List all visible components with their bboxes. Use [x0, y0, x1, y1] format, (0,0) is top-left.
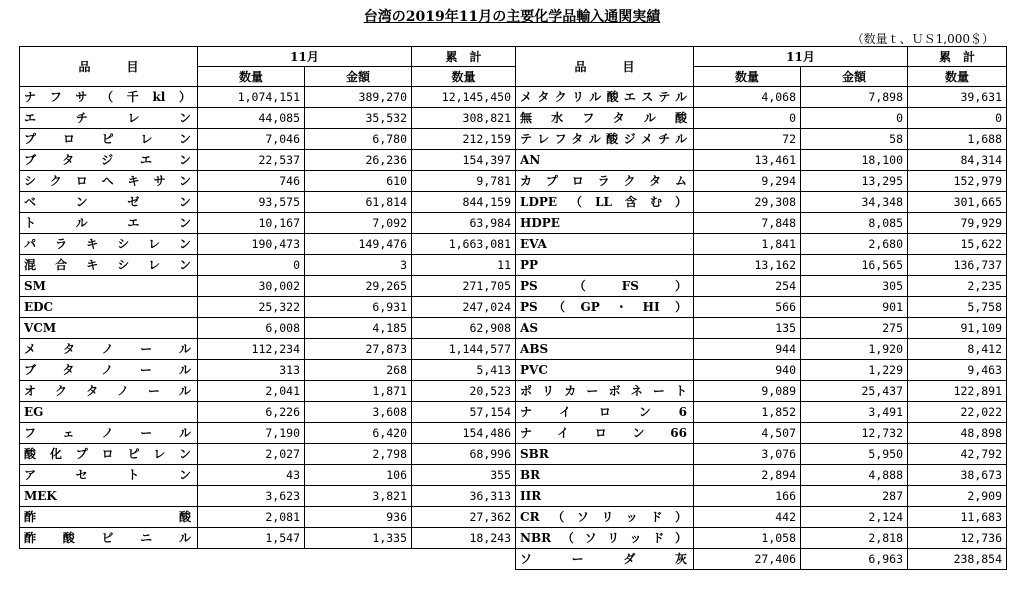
- table-row: [20, 213, 1007, 234]
- right-qty-cell: 4,068: [694, 87, 801, 108]
- right-amt-cell: 305: [801, 276, 908, 297]
- table-row: [20, 129, 1007, 150]
- table-row: [20, 87, 1007, 108]
- left-qty-cell: 7,190: [198, 423, 305, 444]
- right-amt-cell: 12,732: [801, 423, 908, 444]
- right-cum-cell: 152,979: [908, 171, 1007, 192]
- unit-note: （数量ｔ、ＵＳ1,000＄）: [851, 32, 994, 46]
- left-amt-cell: 26,236: [305, 150, 412, 171]
- left-cum-cell: 5,413: [412, 360, 516, 381]
- right-amt-cell: 901: [801, 297, 908, 318]
- left-name-cell: ベンゼン: [20, 192, 198, 213]
- right-name-cell: AN: [516, 150, 694, 171]
- left-amt-cell: 1,335: [305, 528, 412, 549]
- left-amt-cell: 1,871: [305, 381, 412, 402]
- left-name-cell: シクロヘキサン: [20, 171, 198, 192]
- right-qty-cell: 13,461: [694, 150, 801, 171]
- table-row: [20, 192, 1007, 213]
- left-cum-cell: 271,705: [412, 276, 516, 297]
- right-amt-cell: 1,920: [801, 339, 908, 360]
- right-cum-cell: 42,792: [908, 444, 1007, 465]
- left-amt-cell: 4,185: [305, 318, 412, 339]
- right-amt-cell: 58: [801, 129, 908, 150]
- left-cum-qty-header: 数量: [412, 67, 516, 87]
- left-name-cell: ブタノール: [20, 360, 198, 381]
- left-qty-cell: 746: [198, 171, 305, 192]
- right-name-cell: ソーダ灰: [516, 549, 694, 570]
- left-qty-cell: 2,027: [198, 444, 305, 465]
- right-qty-cell: 944: [694, 339, 801, 360]
- left-qty-cell: 6,008: [198, 318, 305, 339]
- right-qty-cell: 13,162: [694, 255, 801, 276]
- right-name-cell: PVC: [516, 360, 694, 381]
- left-qty-cell: 313: [198, 360, 305, 381]
- left-name-cell: トルエン: [20, 213, 198, 234]
- right-qty-cell: 7,848: [694, 213, 801, 234]
- right-amt-cell: 2,680: [801, 234, 908, 255]
- right-amt-cell: 1,229: [801, 360, 908, 381]
- right-qty-cell: 1,852: [694, 402, 801, 423]
- right-qty-cell: 27,406: [694, 549, 801, 570]
- right-amt-cell: 6,963: [801, 549, 908, 570]
- right-amt-cell: 0: [801, 108, 908, 129]
- left-qty-cell: 25,322: [198, 297, 305, 318]
- right-name-cell: ナイロン6: [516, 402, 694, 423]
- left-amt-cell: 610: [305, 171, 412, 192]
- left-name-cell: プロピレン: [20, 129, 198, 150]
- right-amt-cell: 3,491: [801, 402, 908, 423]
- right-cum-cell: 122,891: [908, 381, 1007, 402]
- left-qty-cell: 30,002: [198, 276, 305, 297]
- right-cum-cell: 39,631: [908, 87, 1007, 108]
- right-qty-cell: 254: [694, 276, 801, 297]
- left-name-cell: パラキシレン: [20, 234, 198, 255]
- table-row: [20, 171, 1007, 192]
- left-qty-cell: 3,623: [198, 486, 305, 507]
- right-amt-cell: 7,898: [801, 87, 908, 108]
- right-qty-cell: 72: [694, 129, 801, 150]
- right-cum-cell: 1,688: [908, 129, 1007, 150]
- left-qty-cell: 1,547: [198, 528, 305, 549]
- table-row: [20, 507, 1007, 528]
- left-name-cell: 酢酸ビニル: [20, 528, 198, 549]
- right-name-cell: ナイロン66: [516, 423, 694, 444]
- left-cum-cell: 27,362: [412, 507, 516, 528]
- right-qty-cell: 2,894: [694, 465, 801, 486]
- right-qty-cell: 940: [694, 360, 801, 381]
- left-cum-cell: 68,996: [412, 444, 516, 465]
- left-name-cell: エチレン: [20, 108, 198, 129]
- right-qty-cell: 135: [694, 318, 801, 339]
- right-name-cell: PS（FS）: [516, 276, 694, 297]
- left-cum-cell: 20,523: [412, 381, 516, 402]
- left-empty-cell: [305, 549, 412, 570]
- right-name-cell: AS: [516, 318, 694, 339]
- left-qty-cell: 7,046: [198, 129, 305, 150]
- right-amt-cell: 2,818: [801, 528, 908, 549]
- left-amt-cell: 6,931: [305, 297, 412, 318]
- left-cum-cell: 9,781: [412, 171, 516, 192]
- left-amt-cell: 2,798: [305, 444, 412, 465]
- right-cum-cell: 91,109: [908, 318, 1007, 339]
- right-qty-cell: 3,076: [694, 444, 801, 465]
- right-name-cell: NBR（ソリッド）: [516, 528, 694, 549]
- left-amt-cell: 3: [305, 255, 412, 276]
- right-qty-cell: 9,294: [694, 171, 801, 192]
- right-qty-cell: 1,058: [694, 528, 801, 549]
- left-amt-cell: 35,532: [305, 108, 412, 129]
- left-cum-cell: 1,663,081: [412, 234, 516, 255]
- header-row-1: [20, 47, 1007, 67]
- left-name-cell: SM: [20, 276, 198, 297]
- right-cum-cell: 22,022: [908, 402, 1007, 423]
- right-qty-cell: 9,089: [694, 381, 801, 402]
- right-cum-cell: 136,737: [908, 255, 1007, 276]
- left-qty-cell: 43: [198, 465, 305, 486]
- right-cum-cell: 2,235: [908, 276, 1007, 297]
- left-qty-cell: 93,575: [198, 192, 305, 213]
- right-cum-cell: 15,622: [908, 234, 1007, 255]
- right-cum-cell: 11,683: [908, 507, 1007, 528]
- left-cum-cell: 154,486: [412, 423, 516, 444]
- left-month-header: 11月: [198, 47, 412, 67]
- left-name-cell: VCM: [20, 318, 198, 339]
- right-cum-cell: 48,898: [908, 423, 1007, 444]
- left-amt-cell: 149,476: [305, 234, 412, 255]
- left-amt-header: 金額: [305, 67, 412, 87]
- table-row: [20, 297, 1007, 318]
- right-name-cell: テレフタル酸ジメチル: [516, 129, 694, 150]
- left-amt-cell: 389,270: [305, 87, 412, 108]
- left-cum-cell: 844,159: [412, 192, 516, 213]
- left-cum-cell: 18,243: [412, 528, 516, 549]
- left-qty-cell: 44,085: [198, 108, 305, 129]
- right-qty-cell: 442: [694, 507, 801, 528]
- right-amt-header: 金額: [801, 67, 908, 87]
- left-cum-cell: 154,397: [412, 150, 516, 171]
- right-amt-cell: 287: [801, 486, 908, 507]
- left-cum-cell: 308,821: [412, 108, 516, 129]
- left-cum-cell: 11: [412, 255, 516, 276]
- left-amt-cell: 61,814: [305, 192, 412, 213]
- right-item-header: 品 目: [516, 47, 694, 87]
- left-empty-cell: [20, 549, 198, 570]
- table-row: [20, 234, 1007, 255]
- right-name-cell: CR（ソリッド）: [516, 507, 694, 528]
- right-name-cell: ポリカーボネート: [516, 381, 694, 402]
- left-cum-cell: 212,159: [412, 129, 516, 150]
- table-row: [20, 360, 1007, 381]
- right-amt-cell: 16,565: [801, 255, 908, 276]
- right-name-cell: PP: [516, 255, 694, 276]
- left-amt-cell: 106: [305, 465, 412, 486]
- left-amt-cell: 268: [305, 360, 412, 381]
- right-qty-cell: 166: [694, 486, 801, 507]
- table-row: [20, 318, 1007, 339]
- left-amt-cell: 6,420: [305, 423, 412, 444]
- left-item-header: 品 目: [20, 47, 198, 87]
- right-amt-cell: 18,100: [801, 150, 908, 171]
- right-name-cell: IIR: [516, 486, 694, 507]
- right-amt-cell: 2,124: [801, 507, 908, 528]
- left-name-cell: フェノール: [20, 423, 198, 444]
- table-row: [20, 276, 1007, 297]
- left-name-cell: 酢酸: [20, 507, 198, 528]
- title-text: 台湾の2019年11月の主要化学品輸入通関実績: [363, 9, 661, 25]
- left-qty-cell: 190,473: [198, 234, 305, 255]
- right-name-cell: BR: [516, 465, 694, 486]
- right-cum-cell: 5,758: [908, 297, 1007, 318]
- left-amt-cell: 6,780: [305, 129, 412, 150]
- right-cum-cell: 9,463: [908, 360, 1007, 381]
- left-name-cell: メタノール: [20, 339, 198, 360]
- left-cum-cell: 36,313: [412, 486, 516, 507]
- left-cumulative-header: 累 計: [412, 47, 516, 67]
- left-name-cell: ナフサ（千kl）: [20, 87, 198, 108]
- table-row: [20, 486, 1007, 507]
- left-empty-cell: [412, 549, 516, 570]
- right-amt-cell: 25,437: [801, 381, 908, 402]
- right-qty-cell: 4,507: [694, 423, 801, 444]
- table-row: [20, 444, 1007, 465]
- right-name-cell: 無水フタル酸: [516, 108, 694, 129]
- right-cumulative-header: 累 計: [908, 47, 1007, 67]
- right-cum-qty-header: 数量: [908, 67, 1007, 87]
- left-qty-cell: 2,041: [198, 381, 305, 402]
- right-amt-cell: 13,295: [801, 171, 908, 192]
- left-amt-cell: 29,265: [305, 276, 412, 297]
- left-name-cell: EDC: [20, 297, 198, 318]
- right-amt-cell: 275: [801, 318, 908, 339]
- right-cum-cell: 301,665: [908, 192, 1007, 213]
- right-name-cell: EVA: [516, 234, 694, 255]
- table-row: [20, 528, 1007, 549]
- left-name-cell: 混合キシレン: [20, 255, 198, 276]
- page-title: [0, 6, 1024, 26]
- right-cum-cell: 79,929: [908, 213, 1007, 234]
- left-empty-cell: [198, 549, 305, 570]
- right-qty-cell: 566: [694, 297, 801, 318]
- left-amt-cell: 3,608: [305, 402, 412, 423]
- left-qty-cell: 112,234: [198, 339, 305, 360]
- table-row: [20, 402, 1007, 423]
- right-name-cell: HDPE: [516, 213, 694, 234]
- left-cum-cell: 57,154: [412, 402, 516, 423]
- right-amt-cell: 34,348: [801, 192, 908, 213]
- right-qty-header: 数量: [694, 67, 801, 87]
- right-month-header: 11月: [694, 47, 908, 67]
- right-qty-cell: 0: [694, 108, 801, 129]
- right-qty-cell: 29,308: [694, 192, 801, 213]
- table-row: [20, 549, 1007, 570]
- left-name-cell: アセトン: [20, 465, 198, 486]
- left-qty-cell: 10,167: [198, 213, 305, 234]
- left-amt-cell: 7,092: [305, 213, 412, 234]
- left-qty-header: 数量: [198, 67, 305, 87]
- left-cum-cell: 12,145,450: [412, 87, 516, 108]
- left-cum-cell: 1,144,577: [412, 339, 516, 360]
- table-body: [20, 87, 1007, 570]
- left-amt-cell: 3,821: [305, 486, 412, 507]
- right-name-cell: カプロラクタム: [516, 171, 694, 192]
- right-name-cell: LDPE（LL含む）: [516, 192, 694, 213]
- right-amt-cell: 4,888: [801, 465, 908, 486]
- right-cum-cell: 8,412: [908, 339, 1007, 360]
- left-qty-cell: 1,074,151: [198, 87, 305, 108]
- left-name-cell: オクタノール: [20, 381, 198, 402]
- left-amt-cell: 936: [305, 507, 412, 528]
- right-name-cell: PS（GP・HI）: [516, 297, 694, 318]
- left-cum-cell: 63,984: [412, 213, 516, 234]
- left-name-cell: EG: [20, 402, 198, 423]
- right-amt-cell: 5,950: [801, 444, 908, 465]
- right-cum-cell: 12,736: [908, 528, 1007, 549]
- table-row: [20, 150, 1007, 171]
- right-amt-cell: 8,085: [801, 213, 908, 234]
- right-name-cell: メタクリル酸エステル: [516, 87, 694, 108]
- left-qty-cell: 6,226: [198, 402, 305, 423]
- right-cum-cell: 0: [908, 108, 1007, 129]
- right-cum-cell: 238,854: [908, 549, 1007, 570]
- right-cum-cell: 84,314: [908, 150, 1007, 171]
- left-qty-cell: 22,537: [198, 150, 305, 171]
- left-name-cell: MEK: [20, 486, 198, 507]
- right-cum-cell: 2,909: [908, 486, 1007, 507]
- table-row: [20, 465, 1007, 486]
- table-row: [20, 423, 1007, 444]
- table-row: [20, 339, 1007, 360]
- left-cum-cell: 355: [412, 465, 516, 486]
- left-qty-cell: 0: [198, 255, 305, 276]
- table-row: [20, 381, 1007, 402]
- table-row: [20, 255, 1007, 276]
- right-name-cell: SBR: [516, 444, 694, 465]
- left-cum-cell: 247,024: [412, 297, 516, 318]
- table-row: [20, 108, 1007, 129]
- left-cum-cell: 62,908: [412, 318, 516, 339]
- right-name-cell: ABS: [516, 339, 694, 360]
- import-table: [19, 46, 1007, 570]
- left-name-cell: ブタジエン: [20, 150, 198, 171]
- left-amt-cell: 27,873: [305, 339, 412, 360]
- right-qty-cell: 1,841: [694, 234, 801, 255]
- right-cum-cell: 38,673: [908, 465, 1007, 486]
- left-name-cell: 酸化プロピレン: [20, 444, 198, 465]
- left-qty-cell: 2,081: [198, 507, 305, 528]
